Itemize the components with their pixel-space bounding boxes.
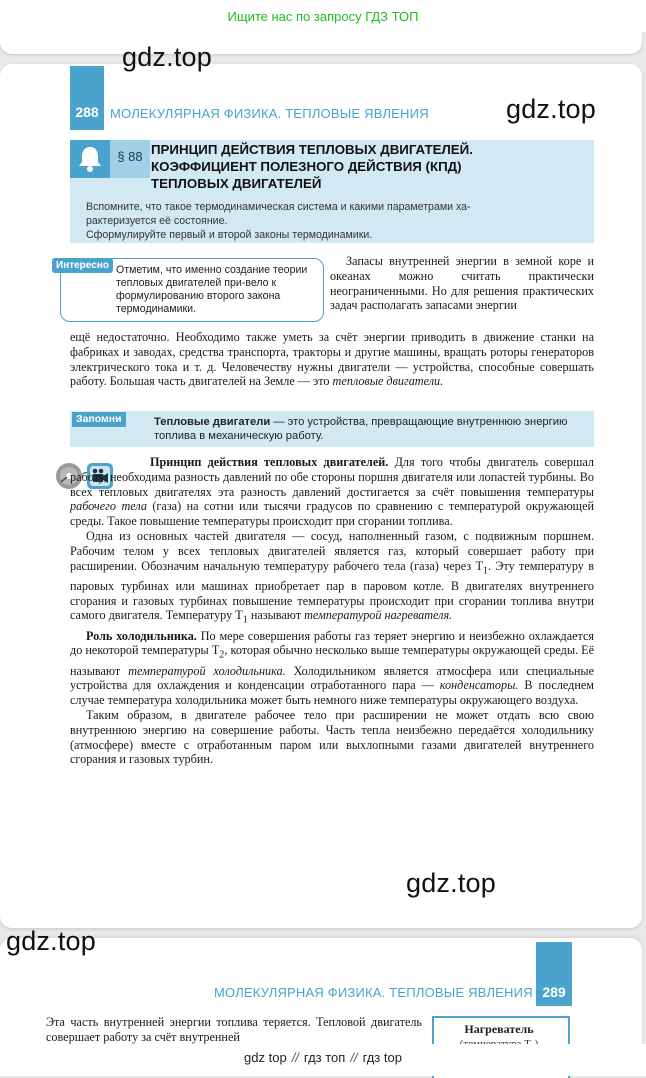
page-number: 288 — [75, 104, 99, 120]
remember-definition: — это устройства, превращающие внутреннюю энергию топлива в механическую работу. — [154, 416, 568, 442]
footer-link[interactable]: гдз топ — [303, 1050, 346, 1065]
watermark: gdz.top — [6, 926, 96, 956]
italic-term: температурой нагревателя. — [304, 608, 453, 623]
paragraph-text: называют — [247, 608, 302, 623]
subscript: 2 — [219, 649, 225, 661]
previous-page-card — [0, 32, 642, 54]
search-banner[interactable]: Ищите нас по запросу ГДЗ ТОП — [0, 0, 646, 32]
paragraph: Эта часть внутренней энергии топлива теряется. Тепловой двигатель совершает работу за счёт внутренней — [46, 1015, 422, 1044]
italic-term: рабочего тела — [70, 499, 147, 514]
footer-link[interactable]: гдз top — [362, 1050, 402, 1065]
paragraph-text: Одна из основных частей двигателя — сосуд, наполненный газом, с подвижным поршнем. Рабочим телом у всех тепловых двигателей является газ, который совершает работу при расширении. Обозначим начальную температуру рабочего тела (газа) через T — [70, 528, 594, 573]
paragraph-text: . Эту температуру в паровых турбинах или машинах приобретает пар в паровом котле. В двигателях внутреннего сгорания и газовых турбинах повышение температуры происходит при сгорании топлива внутри самого двигателя. Температуру T — [70, 558, 594, 623]
principle-paragraph — [70, 455, 594, 767]
watermark: gdz.top — [406, 868, 496, 898]
subscript: 1 — [242, 614, 248, 626]
remember-term: Тепловые двигатели — [154, 416, 271, 428]
paragraph-text: ещё недостаточно. Необходимо также уметь за счёт энергии приводить в движение станки на фабриках и заводах, средства транспорта, тракторы и другие машины, вращать роторы генераторов электрического тока и т. д. Человечеству нужны двигатели — устройства, способные совершать работу. Большая часть двигателей на Земле — это — [70, 330, 594, 389]
section-title-line: ТЕПЛОВЫХ ДВИГАТЕЛЕЙ — [151, 176, 322, 191]
italic-term: конденсаторы. — [439, 678, 519, 693]
running-head: МОЛЕКУЛЯРНАЯ ФИЗИКА. ТЕПЛОВЫЕ ЯВЛЕНИЯ — [214, 985, 533, 1000]
section-title-line: КОЭФФИЦИЕНТ ПОЛЕЗНОГО ДЕЙСТВИЯ (КПД) — [151, 159, 462, 174]
italic-term: температурой холодильника. — [128, 663, 286, 678]
intro-line: рактеризуется её состояние. — [86, 215, 228, 227]
paragraph — [70, 330, 594, 389]
interesting-note-text: Отметим, что именно создание теории тепловых двигателей при-вело к формулированию второго закона термодинамики. — [116, 264, 308, 315]
bell-icon — [70, 140, 110, 178]
section-title — [151, 141, 591, 192]
italic-term: тепловые двигатели. — [332, 374, 444, 389]
watermark: gdz.top — [122, 42, 212, 72]
intro-questions — [86, 200, 592, 242]
footer-link[interactable]: gdz top — [244, 1050, 287, 1065]
paragraph-text: В последнем случае температура холодильника может быть немного ниже температуры окружающего воздуха. — [70, 678, 595, 708]
footer-separator: // — [291, 1050, 299, 1065]
section-number: § 88 — [110, 140, 150, 178]
running-head: МОЛЕКУЛЯРНАЯ ФИЗИКА. ТЕПЛОВЫЕ ЯВЛЕНИЯ — [110, 106, 429, 121]
footer-links — [0, 1050, 646, 1065]
paragraph-heading: Роль холодильника. — [86, 628, 197, 643]
section-title-line: ПРИНЦИП ДЕЙСТВИЯ ТЕПЛОВЫХ ДВИГАТЕЛЕЙ. — [151, 142, 473, 157]
paragraph-text: (газа) на сотни или тысячи градусов по сравнению с температурой окружающей среды. Такое повышение температуры происходит при сгорании топлива. — [70, 499, 594, 529]
remember-text — [154, 415, 590, 443]
paragraph-side — [330, 254, 594, 313]
watermark: gdz.top — [506, 94, 596, 124]
subscript: 1 — [482, 565, 488, 577]
footer-separator: // — [350, 1050, 358, 1065]
paragraph-text: По мере совершения работы газ теряет энергию и неизбежно охлаждается до некоторой температуры T — [70, 628, 594, 658]
paragraph-text: Таким образом, в двигателе рабочее тело при расширении не может отдать всю свою внутреннюю энергию на совершение работы. Часть тепла неизбежно передаётся холодильнику (атмосфере) вместе с отработанным паром или выхлопными газами двигателей внутреннего сгорания и газовых турбин. — [70, 708, 594, 767]
page-number: 289 — [542, 984, 566, 1000]
diagram-heater-label: Нагреватель — [464, 1022, 534, 1036]
intro-line: Сформулируйте первый и второй законы термодинамики. — [86, 229, 373, 241]
intro-line: Вспомните, что такое термодинамическая система и какими параметрами ха- — [86, 201, 471, 213]
paragraph-heading: Принцип действия тепловых двигателей. — [150, 455, 389, 469]
remember-label: Запомни — [72, 412, 126, 427]
paragraph-text: , которая обычно несколько выше температуры окружающей среды. Её называют — [70, 643, 595, 678]
interesting-label: Интересно — [52, 258, 113, 273]
paragraph-text: Запасы внутренней энергии в земной коре и океанах можно считать практически неограниченными. Но для решения практических задач располагать запасами энергии — [330, 254, 594, 313]
paragraph-text: Холодильником является атмосфера или специальные устройства для охлаждения и конденсации отработанного пара — — [70, 663, 595, 693]
paragraph-text: Для того чтобы двигатель совершал работу, необходима разность давлений по обе стороны поршня двигателя или лопастей турбины. Во всех тепловых двигателях эта разность давлений достигается за счёт повышения температуры — [70, 455, 594, 499]
page-number-tab — [70, 66, 104, 130]
